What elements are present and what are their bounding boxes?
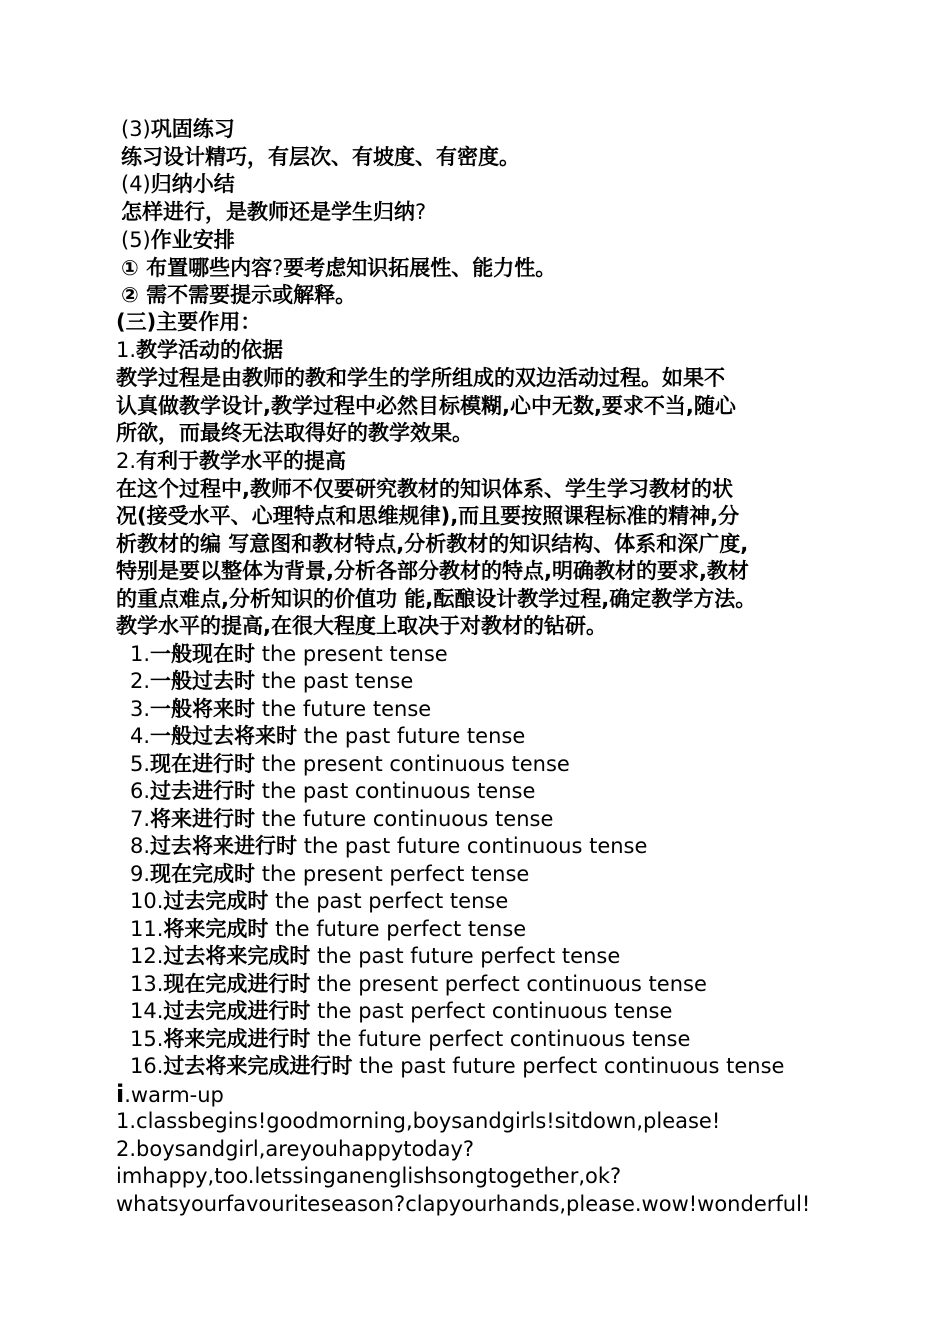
tense-item: 2.一般过去时 the past tense <box>130 669 414 693</box>
tense-item: 1.一般现在时 the present tense <box>130 642 448 666</box>
text-line: 练习设计精巧，有层次、有坡度、有密度。 <box>121 145 520 169</box>
tense-item: 12.过去将来完成时 the past future perfect tense <box>130 944 621 968</box>
paragraph-line: 析教材的编 写意图和教材特点,分析教材的知识结构、体系和深广度, <box>116 532 749 556</box>
warmup-line: imhappy,too.letssinganenglishsongtogether,ok? <box>116 1164 622 1188</box>
paragraph-line: 在这个过程中,教师不仅要研究教材的知识体系、学生学习教材的状 <box>116 477 733 501</box>
paragraph-line: 的重点难点,分析知识的价值功 能,酝酿设计教学过程,确定教学方法。 <box>116 587 757 611</box>
heading-basis: 1.教学活动的依据 <box>116 338 284 362</box>
paragraph-line: 认真做教学设计,教学过程中必然目标模糊,心中无数,要求不当,随心 <box>116 394 736 418</box>
paragraph-line: 况(接受水平、心理特点和思维规律),而且要按照课程标准的精神,分 <box>116 504 740 528</box>
tense-item: 4.一般过去将来时 the past future tense <box>130 724 526 748</box>
heading-main-role: (三)主要作用： <box>116 310 262 334</box>
tense-item: 11.将来完成时 the future perfect tense <box>130 917 527 941</box>
warmup-line: whatsyourfavouriteseason?clapyourhands,please.wow!wonderful! <box>116 1192 811 1216</box>
tense-item: 3.一般将来时 the future tense <box>130 697 432 721</box>
list-item: ② 需不需要提示或解释。 <box>121 283 357 307</box>
heading-consolidation: (3)巩固练习 <box>121 117 235 141</box>
tense-item: 7.将来进行时 the future continuous tense <box>130 807 554 831</box>
warmup-line: 1.classbegins!goodmorning,boysandgirls!sitdown,please! <box>116 1109 721 1133</box>
tense-item: 8.过去将来进行时 the past future continuous tense <box>130 834 648 858</box>
tense-item: 13.现在完成进行时 the present perfect continuous tense <box>130 972 707 996</box>
tense-item: 16.过去将来完成进行时 the past future perfect continuous tense <box>130 1054 785 1078</box>
paragraph-line: 特别是要以整体为背景,分析各部分教材的特点,明确教材的要求,教材 <box>116 559 749 583</box>
tense-item: 14.过去完成进行时 the past perfect continuous tense <box>130 999 673 1023</box>
tense-item: 10.过去完成时 the past perfect tense <box>130 889 509 913</box>
list-item: ① 布置哪些内容?要考虑知识拓展性、能力性。 <box>121 256 557 280</box>
tense-item: 9.现在完成时 the present perfect tense <box>130 862 530 886</box>
paragraph-line: 教学过程是由教师的教和学生的学所组成的双边活动过程。如果不 <box>116 366 725 390</box>
heading-summary: (4)归纳小结 <box>121 172 235 196</box>
warmup-heading: i.warm-up <box>116 1080 224 1108</box>
tense-item: 6.过去进行时 the past continuous tense <box>130 779 536 803</box>
paragraph-line: 教学水平的提高,在很大程度上取决于对教材的钻研。 <box>116 614 607 638</box>
text-line: 怎样进行，是教师还是学生归纳? <box>121 200 427 224</box>
tense-item: 15.将来完成进行时 the future perfect continuous tense <box>130 1027 691 1051</box>
warmup-line: 2.boysandgirl,areyouhappytoday? <box>116 1137 475 1161</box>
tense-item: 5.现在进行时 the present continuous tense <box>130 752 570 776</box>
heading-homework: (5)作业安排 <box>121 228 235 252</box>
paragraph-line: 所欲，而最终无法取得好的教学效果。 <box>116 421 473 445</box>
heading-improvement: 2.有利于教学水平的提高 <box>116 449 347 473</box>
